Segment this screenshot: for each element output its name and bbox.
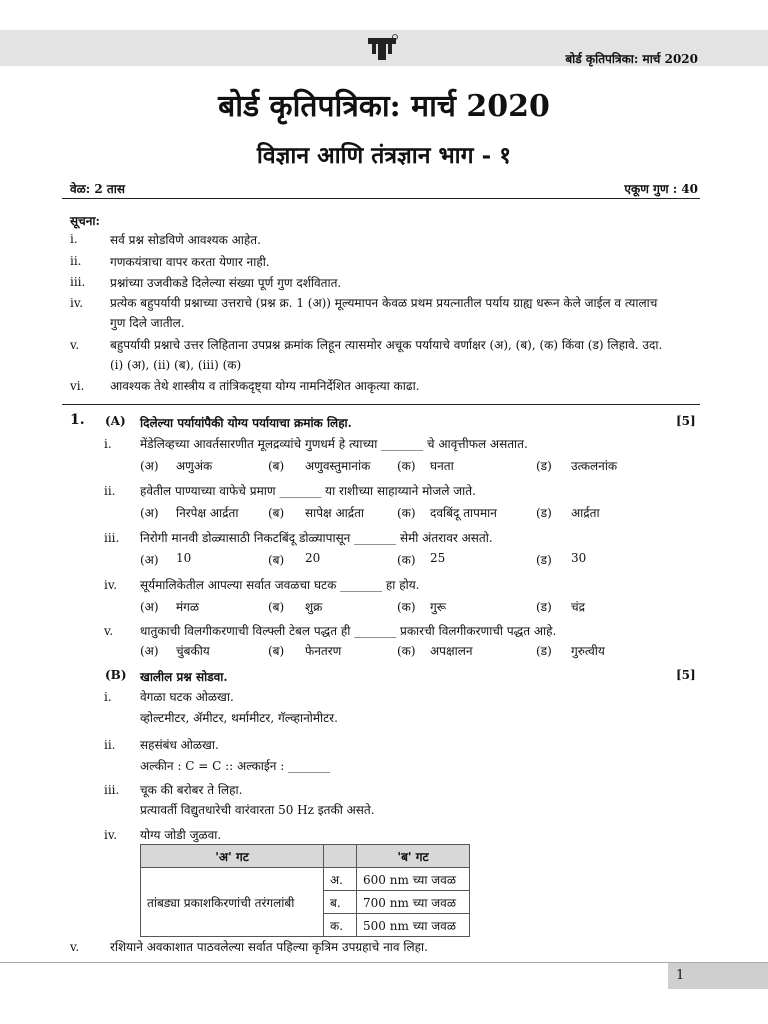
column-header-spacer bbox=[324, 845, 357, 868]
instruction-number: i. bbox=[70, 232, 78, 246]
subquestion-text: मेंडेलिव्हच्या आवर्तसारणीत मूलद्रव्यांचे गुणधर्म हे त्याच्या _______ चे आवृत्तीफल असतात. bbox=[140, 437, 528, 451]
instruction-text: प्रश्नांच्या उजवीकडे दिलेल्या संख्या पूर्ण गुण दर्शवितात. bbox=[110, 276, 342, 290]
section-label: (B) bbox=[105, 668, 127, 682]
instruction-text: आवश्यक तेथे शास्त्रीय व तांत्रिकदृष्ट्या योग्य नामनिर्देशित आकृत्या काढा. bbox=[110, 379, 420, 393]
section-title: खालील प्रश्न सोडवा. bbox=[140, 670, 228, 684]
instruction-number: v. bbox=[70, 338, 80, 352]
option-value: अणुअंक bbox=[176, 459, 213, 473]
subquestion-number: i. bbox=[104, 690, 112, 704]
option-value: अपक्षालन bbox=[430, 644, 473, 658]
footer-divider bbox=[0, 962, 768, 963]
option-key: (ब) bbox=[268, 644, 285, 658]
option-key: (अ) bbox=[140, 644, 159, 658]
option-value: गुरू bbox=[430, 600, 447, 614]
option-key: (क) bbox=[397, 553, 416, 567]
subquestion-text: सूर्यमालिकेतील आपल्या सर्वात जवळचा घटक _______ हा होय. bbox=[140, 578, 420, 592]
subquestion-number: ii. bbox=[104, 484, 116, 498]
table-cell: ब. bbox=[324, 891, 357, 914]
option-key: (क) bbox=[397, 600, 416, 614]
option-key: (अ) bbox=[140, 600, 159, 614]
option-value: आर्द्रता bbox=[571, 506, 600, 520]
column-header: 'ब' गट bbox=[357, 845, 470, 868]
subquestion-text: हवेतील पाण्याच्या वाफेचे प्रमाण _______ या राशीच्या साहाय्याने मोजले जाते. bbox=[140, 484, 476, 498]
option-key: (ब) bbox=[268, 553, 285, 567]
subquestion-text: रशियाने अवकाशात पाठवलेल्या सर्वात पहिल्या कृत्रिम उपग्रहाचे नाव लिहा. bbox=[110, 940, 428, 954]
option-value: फेनतरण bbox=[305, 644, 342, 658]
table-cell: 700 nm च्या जवळ bbox=[357, 891, 470, 914]
column-header: 'अ' गट bbox=[141, 845, 324, 868]
option-value: चुंबकीय bbox=[176, 644, 210, 658]
option-value: सापेक्ष आर्द्रता bbox=[305, 506, 365, 520]
subquestion-number: iii. bbox=[104, 783, 120, 797]
option-key: (ड) bbox=[536, 553, 552, 567]
option-value: 25 bbox=[430, 551, 446, 565]
option-value: दवबिंदू तापमान bbox=[430, 506, 497, 520]
table-cell: अ. bbox=[324, 868, 357, 891]
instruction-number: iv. bbox=[70, 296, 84, 310]
option-value: मंगळ bbox=[176, 600, 200, 614]
option-key: (अ) bbox=[140, 459, 159, 473]
instructions-heading: सूचना: bbox=[70, 214, 100, 228]
subquestion-number: iv. bbox=[104, 828, 118, 842]
section-title: दिलेल्या पर्यायांपैकी योग्य पर्यायाचा क्रमांक लिहा. bbox=[140, 416, 352, 430]
page-number: 1 bbox=[676, 968, 685, 983]
option-value: 10 bbox=[176, 551, 192, 565]
option-value: अणुवस्तुमानांक bbox=[305, 459, 371, 473]
option-key: (अ) bbox=[140, 553, 159, 567]
subquestion-text: धातुकाची विलगीकरणाची विल्फ्ली टेबल पद्धत ही _______ प्रकारची विलगीकरणाची पद्धत आहे. bbox=[140, 624, 557, 638]
option-key: (ड) bbox=[536, 644, 552, 658]
option-key: (ड) bbox=[536, 600, 552, 614]
option-key: (ब) bbox=[268, 506, 285, 520]
match-table bbox=[140, 844, 470, 937]
total-marks: एकूण गुण : 40 bbox=[624, 182, 698, 196]
option-value: उत्कलनांक bbox=[571, 459, 618, 473]
instruction-number: vi. bbox=[70, 379, 85, 393]
section-marks: [5] bbox=[676, 668, 696, 682]
subquestion-detail: व्होल्टमीटर, ॲमीटर, थर्मामीटर, गॅल्व्हानोमीटर. bbox=[140, 711, 338, 725]
instruction-text: गणकयंत्राचा वापर करता येणार नाही. bbox=[110, 255, 270, 269]
subquestion-number: iii. bbox=[104, 531, 120, 545]
option-key: (अ) bbox=[140, 506, 159, 520]
option-key: (ड) bbox=[536, 506, 552, 520]
divider bbox=[62, 198, 700, 199]
table-cell: 500 nm च्या जवळ bbox=[357, 914, 470, 937]
option-key: (क) bbox=[397, 644, 416, 658]
page-title: बोर्ड कृतिपत्रिका: मार्च 2020 bbox=[218, 89, 550, 124]
subquestion-detail: प्रत्यावर्ती विद्युतधारेची वारंवारता 50 Hz इतकी असते. bbox=[140, 803, 375, 817]
instruction-number: ii. bbox=[70, 254, 82, 268]
instruction-text: सर्व प्रश्न सोडविणे आवश्यक आहेत. bbox=[110, 233, 261, 247]
option-key: (ब) bbox=[268, 459, 285, 473]
subquestion-number: v. bbox=[104, 624, 114, 638]
option-key: (क) bbox=[397, 506, 416, 520]
question-number: 1. bbox=[70, 412, 85, 428]
table-cell: क. bbox=[324, 914, 357, 937]
subquestion-text: निरोगी मानवी डोळ्यासाठी निकटबिंदू डोळ्यापासून _______ सेमी अंतरावर असतो. bbox=[140, 531, 493, 545]
section-label: (A) bbox=[105, 414, 126, 428]
option-value: चंद्र bbox=[571, 600, 585, 614]
subquestion-text: योग्य जोडी जुळवा. bbox=[140, 828, 222, 842]
page-subtitle: विज्ञान आणि तंत्रज्ञान भाग - १ bbox=[256, 142, 512, 169]
option-value: गुरुत्वीय bbox=[571, 644, 605, 658]
divider bbox=[62, 404, 700, 405]
subquestion-number: ii. bbox=[104, 738, 116, 752]
option-value: शुक्र bbox=[305, 600, 323, 614]
subquestion-text: चूक की बरोबर ते लिहा. bbox=[140, 783, 243, 797]
option-value: 20 bbox=[305, 551, 321, 565]
subquestion-number: iv. bbox=[104, 578, 118, 592]
subquestion-text: सहसंबंध ओळखा. bbox=[140, 738, 219, 752]
option-value: 30 bbox=[571, 551, 587, 565]
instruction-text: बहुपर्यायी प्रश्नाचे उत्तर लिहिताना उपप्रश्न क्रमांक लिहून त्यासमोर अचूक पर्यायाचे वर्णाक्षर (अ), (ब), (क) किंवा (ड) लिहावे. उदा. (i) (अ), (ii) (ब), (iii) (क) bbox=[110, 338, 663, 372]
instruction-text: प्रत्येक बहुपर्यायी प्रश्नाच्या उत्तराचे (प्रश्न क्र. 1 (अ)) मूल्यमापन केवळ प्रथम प्रयत्नातील पर्याय ग्राह्य धरून केले जाईल व त्यालाच गुण दिले जातील. bbox=[110, 296, 658, 330]
option-key: (ड) bbox=[536, 459, 552, 473]
section-marks: [5] bbox=[676, 414, 696, 428]
option-key: (ब) bbox=[268, 600, 285, 614]
subquestion-text: वेगळा घटक ओळखा. bbox=[140, 690, 234, 704]
running-title: बोर्ड कृतिपत्रिका: मार्च 2020 bbox=[565, 52, 698, 66]
subquestion-number: i. bbox=[104, 437, 112, 451]
publisher-logo-icon bbox=[365, 34, 399, 62]
instruction-number: iii. bbox=[70, 275, 86, 289]
table-cell: 600 nm च्या जवळ bbox=[357, 868, 470, 891]
option-value: निरपेक्ष आर्द्रता bbox=[176, 506, 239, 520]
subquestion-number: v. bbox=[70, 940, 80, 954]
option-value: घनता bbox=[430, 459, 454, 473]
exam-time: वेळ: 2 तास bbox=[70, 182, 125, 196]
table-cell: तांबड्या प्रकाशकिरणांची तरंगलांबी bbox=[141, 868, 324, 937]
subquestion-detail: अल्कीन : C = C :: अल्काईन : _______ bbox=[140, 759, 331, 773]
option-key: (क) bbox=[397, 459, 416, 473]
